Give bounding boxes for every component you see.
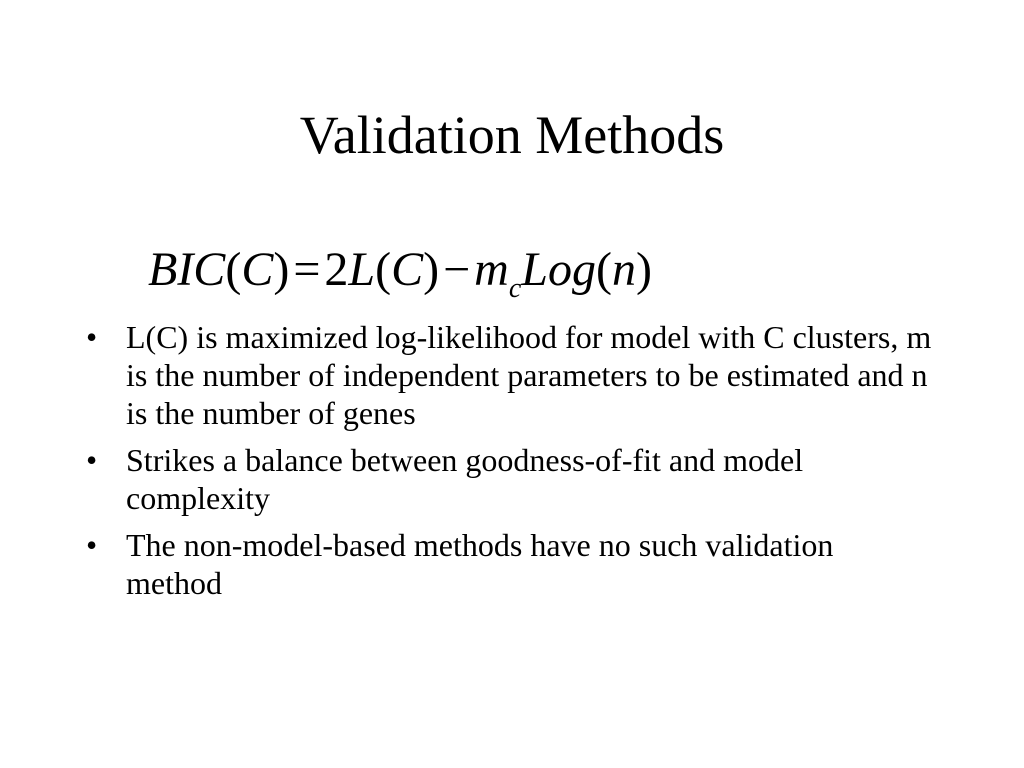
bullet-item <box>86 318 936 432</box>
formula-c: C <box>391 243 424 296</box>
formula-bic: BIC <box>148 243 226 296</box>
formula-equals: = <box>293 243 321 296</box>
formula-coef: 2 <box>324 243 349 296</box>
bullet-text: The non-model-based methods have no such validation method <box>126 527 834 601</box>
bullet-item <box>86 441 936 517</box>
bullet-text: L(C) is maximized log-likelihood for model with C clusters, m is the number of independent parameters to be estimated and n is the number of genes <box>126 319 932 431</box>
formula-log: Log <box>521 243 596 296</box>
bullet-list <box>86 318 936 611</box>
formula-paren: ( <box>595 243 612 296</box>
bullet-icon: • <box>86 442 98 478</box>
formula-paren: ( <box>225 243 242 296</box>
formula-l: L <box>348 243 376 296</box>
bullet-icon: • <box>86 527 98 563</box>
bic-formula <box>148 240 652 307</box>
bullet-text: Strikes a balance between goodness-of-fit and model complexity <box>126 442 804 516</box>
slide-title: Validation Methods <box>299 105 725 165</box>
formula-paren: ) <box>423 243 440 296</box>
formula-paren: ) <box>273 243 290 296</box>
bullet-icon: • <box>86 319 98 355</box>
bullet-item <box>86 526 936 602</box>
formula-paren: ( <box>375 243 392 296</box>
formula-m-subscript: c <box>508 273 522 304</box>
formula-m: m <box>474 243 509 296</box>
formula-paren: ) <box>635 243 652 296</box>
formula-n: n <box>611 243 636 296</box>
formula-c: C <box>241 243 274 296</box>
formula-minus: − <box>443 243 471 296</box>
